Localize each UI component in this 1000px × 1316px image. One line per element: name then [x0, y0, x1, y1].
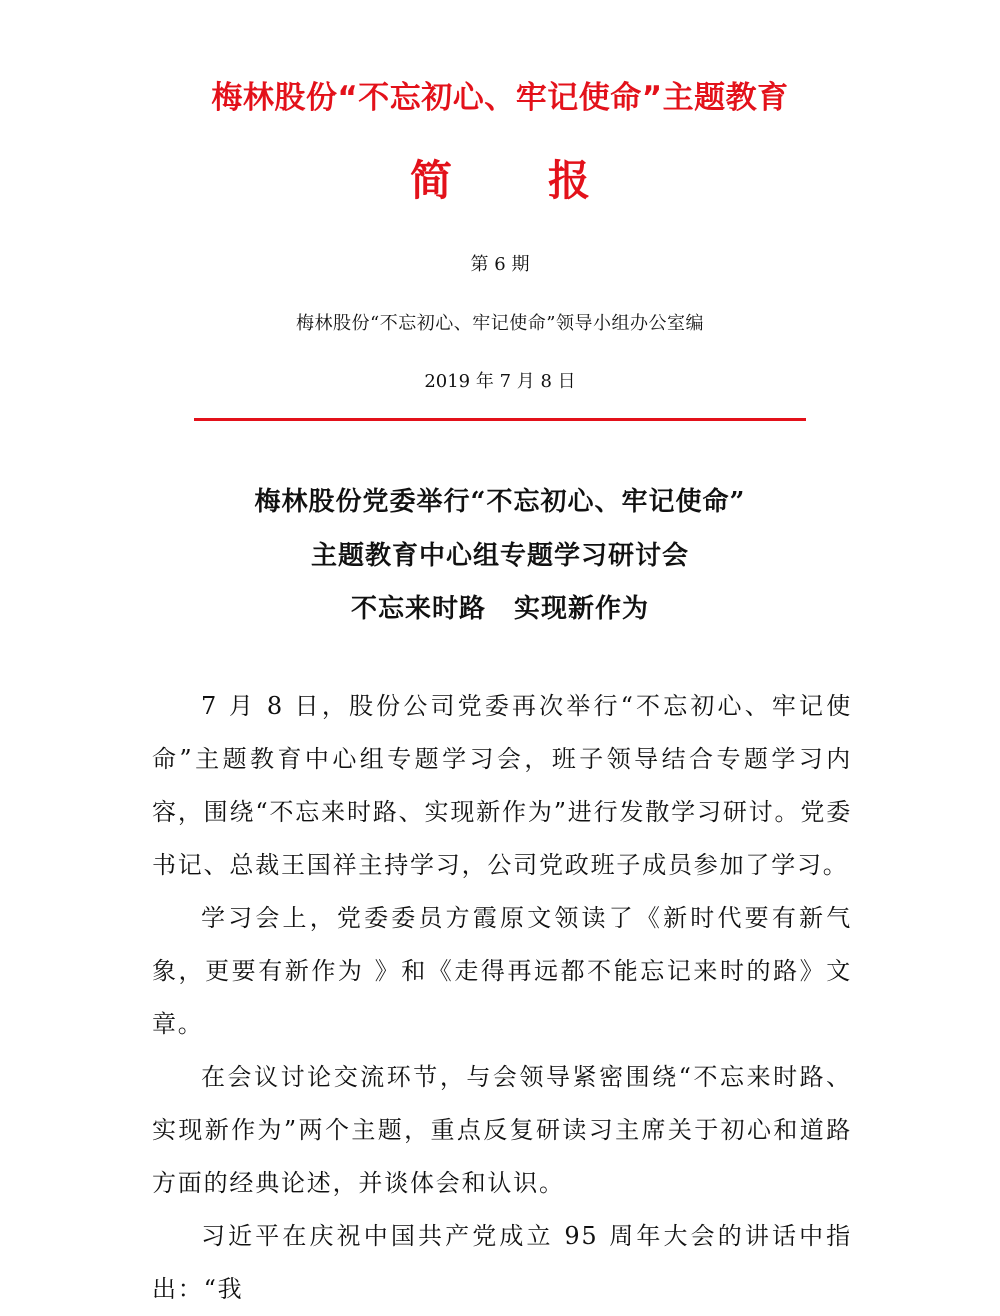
- headline-line3-part2: 实现新作为: [514, 594, 650, 624]
- publish-date: 2019 年 7 月 8 日: [424, 371, 576, 392]
- paragraph: 7 月 8 日，股份公司党委再次举行“不忘初心、牢记使命”主题教育中心组专题学习会，班子领导结合专题学习内容，围绕“不忘来时路、实现新作为”进行发散学习研讨。党委书记、总裁王国祥主持学习，公司党政班子成员参加了学习。: [152, 692, 852, 879]
- article-body: [152, 680, 852, 1316]
- masthead-subtitle-left: 简: [410, 156, 453, 205]
- issue-number: 第 6 期: [470, 254, 530, 275]
- masthead-subtitle: [0, 148, 1000, 208]
- article-headline-line3: [0, 588, 1000, 625]
- paragraph: 习近平在庆祝中国共产党成立 95 周年大会的讲话中指出：“我: [152, 1222, 852, 1303]
- article-headline-line1: 梅林股份党委举行“不忘初心、牢记使命”: [254, 487, 746, 517]
- masthead-title: 梅林股份“不忘初心、牢记使命”主题教育: [211, 80, 789, 116]
- article-headline-line2: 主题教育中心组专题学习研讨会: [310, 541, 689, 571]
- paragraph: 学习会上，党委委员方霞原文领读了《新时代要有新气象，更要有新作为 》和《走得再远都不能忘记来时的路》文章。: [152, 904, 852, 1038]
- paragraph: 在会议讨论交流环节，与会领导紧密围绕“不忘来时路、实现新作为”两个主题，重点反复研读习主席关于初心和道路方面的经典论述，并谈体会和认识。: [152, 1063, 852, 1197]
- masthead-subtitle-right: 报: [548, 156, 591, 205]
- editor-line: 梅林股份“不忘初心、牢记使命”领导小组办公室编: [296, 313, 704, 334]
- headline-line3-part1: 不忘来时路: [350, 594, 486, 624]
- red-divider: [194, 418, 806, 421]
